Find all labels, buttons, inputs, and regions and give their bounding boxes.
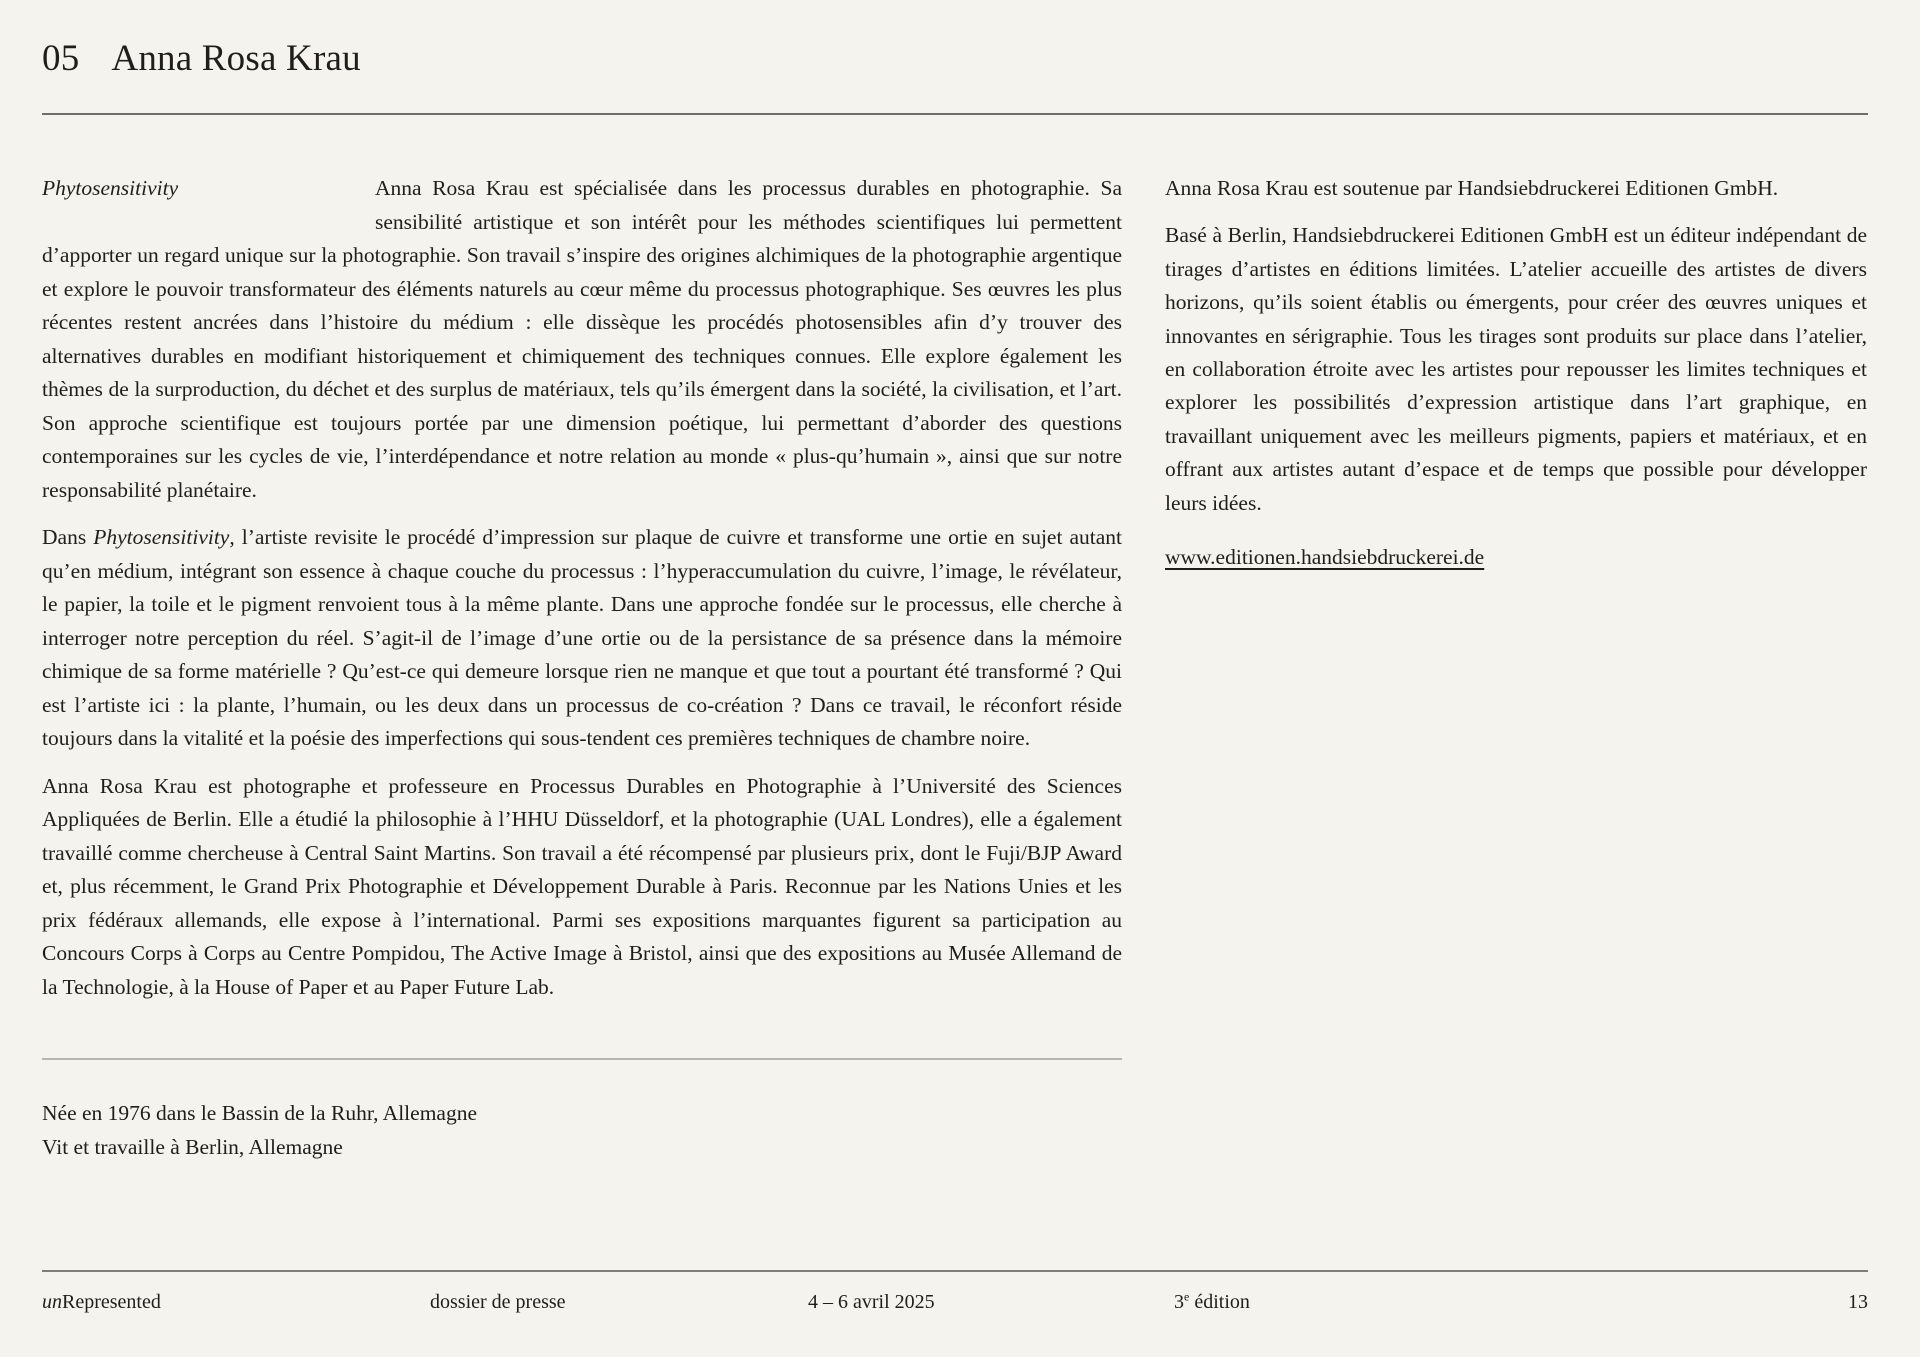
footer-event-dates: 4 – 6 avril 2025 [808, 1291, 935, 1313]
work-title-inline: Phytosensitivity [93, 525, 230, 549]
publisher-column [1165, 172, 1867, 574]
footer-edition-label: édition [1189, 1291, 1250, 1313]
biography-paragraph: Anna Rosa Krau est photographe et professeure en Processus Durables en Photographie à l’Université des Sciences Appliquées de Berlin. Elle a étudié la philosophie à l’HHU Düsseldorf, et la photographie (UAL Londres), elle a également travaillé comme chercheuse à Central Saint Martins. Son travail a été récompensé par plusieurs prix, dont le Fuji/BJP Award et, plus récemment, le Grand Prix Photographie et Développement Durable à Paris. Reconnue par les Nations Unies et les prix fédéraux allemands, elle expose à l’international. Parmi ses expositions marquantes figurent sa participation au Concours Corps à Corps au Centre Pompidou, The Active Image à Bristol, ainsi que des expositions au Musée Allemand de la Technologie, à la House of Paper et au Paper Future Lab. [42, 773, 1122, 999]
footer-page-number: 13 [1848, 1291, 1868, 1313]
bio-birth-line: Née en 1976 dans le Bassin de la Ruhr, Allemagne [42, 1101, 478, 1125]
publisher-website-link[interactable]: www.editionen.handsiebdruckerei.de [1165, 545, 1485, 570]
page-title: Anna Rosa Krau [111, 38, 361, 79]
support-line: Anna Rosa Krau est soutenue par Handsiebdruckerei Editionen GmbH. [1165, 176, 1779, 200]
intro-paragraph [42, 172, 1122, 507]
work-title-label: Phytosensitivity [42, 176, 179, 200]
footer-brand-italic: un [42, 1291, 62, 1313]
main-text-column [42, 172, 1122, 1004]
intro-paragraph-text: Anna Rosa Krau est spécialisée dans les processus durables en photographie. Sa sensibilité artistique et son intérêt pour les méthodes scientifiques lui permettent d’apporter un regard unique sur la photographie. Son travail s’inspire des origines alchimiques de la photographie argentique et explore le pouvoir transformateur des éléments naturels au cœur même du processus photographique. Ses œuvres les plus récentes restent ancrées dans l’histoire du médium : elle dissèque les procédés photosensibles afin d’y trouver des alternatives durables en modifiant historiquement et chimiquement des techniques connues. Elle explore également les thèmes de la surproduction, du déchet et des surplus de matériaux, tels qu’ils émergent dans la société, la civilisation, et l’art. Son approche scientifique est toujours portée par une dimension poétique, lui permettant d’aborder des questions contemporaines sur les cycles de vie, l’interdépendance et notre relation au monde « plus-qu’humain », ainsi que sur notre responsabilité planétaire. [42, 176, 1122, 502]
chapter-number: 05 [42, 38, 80, 79]
footer-brand-rest: Represented [62, 1291, 161, 1313]
footer-edition-ordinal: e [1184, 1289, 1190, 1304]
bio-residence-line: Vit et travaille à Berlin, Allemagne [42, 1134, 343, 1159]
page-header [42, 38, 361, 81]
footer-brand [42, 1290, 161, 1314]
footer-document-type: dossier de presse [430, 1291, 566, 1313]
footer-edition-number: 3 [1174, 1291, 1184, 1313]
work-description-lead: Dans [42, 525, 94, 549]
bio-block [42, 1097, 477, 1164]
footer-divider [42, 1270, 1868, 1272]
work-description-paragraph [42, 521, 1122, 756]
bio-divider [42, 1058, 1122, 1060]
header-divider [42, 113, 1868, 115]
footer-edition [1174, 1290, 1250, 1314]
publisher-paragraph: Basé à Berlin, Handsiebdruckerei Editionen GmbH est un éditeur indépendant de tirages d’artistes en éditions limitées. L’atelier accueille des artistes de divers horizons, qu’ils soient établis ou émergents, pour créer des œuvres uniques et innovantes en sérigraphie. Tous les tirages sont produits sur place dans l’atelier, en collaboration étroite avec les artistes pour repousser les limites techniques et explorer les possibilités d’expression artistique dans l’art graphique, en travaillant uniquement avec les meilleurs pigments, papiers et matériaux, et en offrant aux artistes autant d’espace et de temps que possible pour développer leurs idées. [1165, 223, 1867, 515]
work-description-text: , l’artiste revisite le procédé d’impression sur plaque de cuivre et transforme une ortie en sujet autant qu’en médium, intégrant son essence à chaque couche du processus : l’hyperaccumulation du cuivre, l’image, le révélateur, le papier, la toile et le pigment renvoient tous à la même plante. Dans une approche fondée sur le processus, elle cherche à interroger notre perception du réel. S’agit-il de l’image d’une ortie ou de la persistance de sa présence dans la mémoire chimique de sa forme matérielle ? Qu’est-ce qui demeure lorsque rien ne manque et que tout a pourtant été transformé ? Qui est l’artiste ici : la plante, l’humain, ou les deux dans un processus de co-création ? Dans ce travail, le réconfort réside toujours dans la vitalité et la poésie des imperfections qui sous-tendent ces premières techniques de chambre noire. [42, 525, 1122, 750]
